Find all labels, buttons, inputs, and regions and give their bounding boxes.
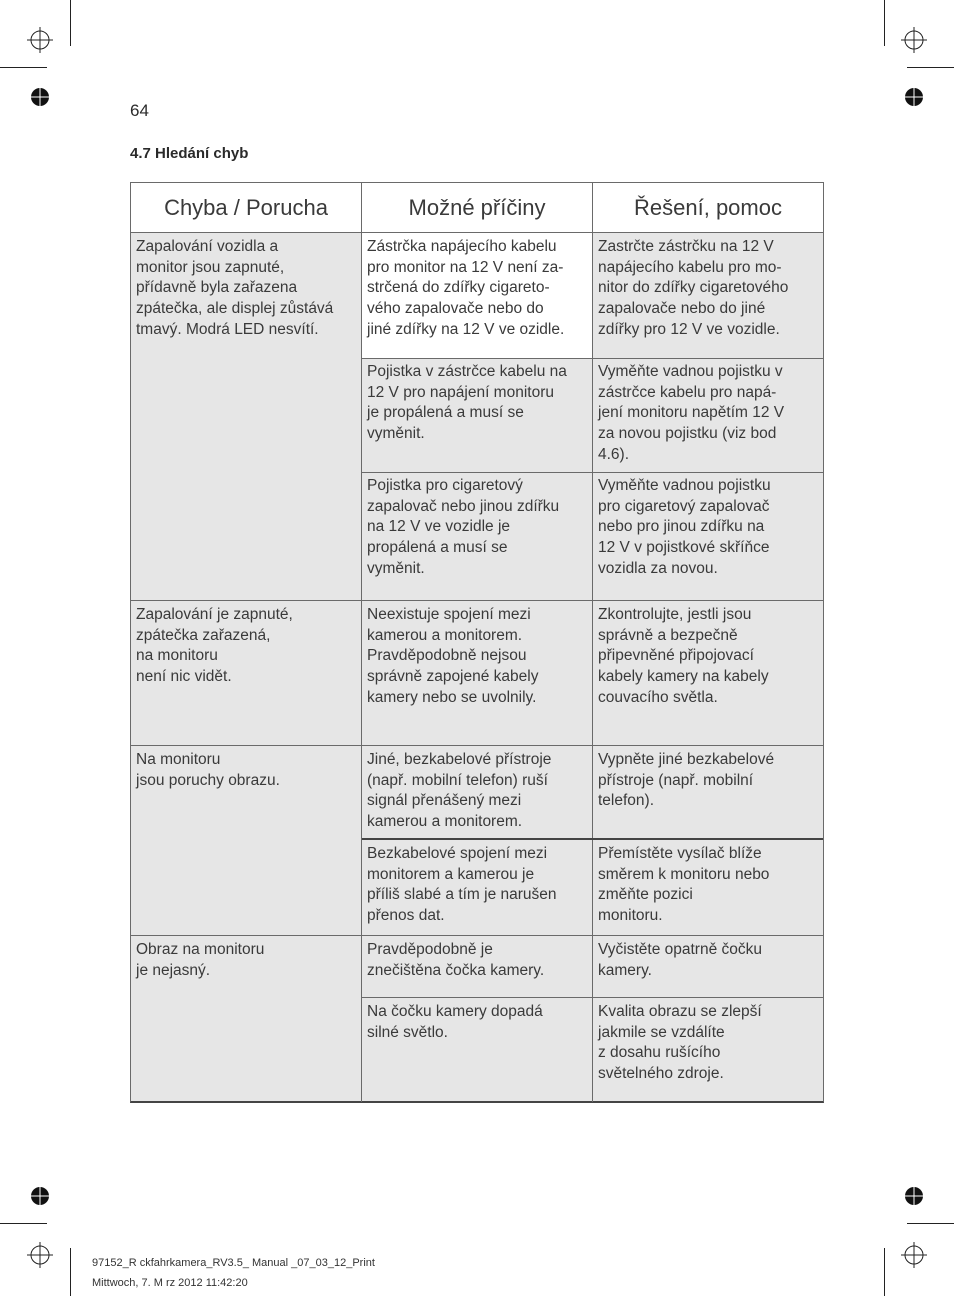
cause-cell: Zástrčka napájecího kabelu pro monitor na 12 V není za- strčená do zdířky cigareto- vého zapalovače nebo do jiné zdířky na 12 V ve ozidle. — [362, 233, 593, 358]
column-header-causes: Možné příčiny — [362, 183, 593, 233]
solution-cell: Zkontrolujte, jestli jsou správně a bezpečně připevněné připojovací kabely kamery na kabely couvacího světla. — [598, 606, 769, 706]
cause-cell: Bezkabelové spojení mezi monitorem a kamerou je příliš slabé a tím je narušen přenos dat. — [362, 840, 593, 935]
problem-cell: Obraz na monitoru je nejasný. — [131, 936, 362, 1102]
solution-cell: Vyčistěte opatrně čočku kamery. — [598, 941, 762, 979]
solution-cell: Zastrčte zástrčku na 12 V napájecího kabelu pro mo- nitor do zdířky cigaretového zapalovače nebo do jiné zdířky pro 12 V ve vozidle. — [598, 238, 789, 338]
solution-cell: Vypněte jiné bezkabelové přístroje (např. mobilní telefon). — [598, 751, 775, 810]
crop-line — [70, 1248, 71, 1296]
solution-cell: Kvalita obrazu se zlepší jakmile se vzdálíte z dosahu rušícího světelného zdroje. — [598, 1003, 762, 1083]
solution-cell: Přemístěte vysílač blíže směrem k monitoru nebo změňte pozici monitoru. — [598, 845, 770, 925]
cause-cell: Neexistuje spojení mezi kamerou a monitorem. Pravděpodobně nejsou správně zapojené kabely kamery nebo se uvolnily. — [362, 601, 593, 745]
page-number: 64 — [130, 101, 149, 120]
cause-cell: Na čočku kamery dopadá silné světlo. — [362, 998, 593, 1102]
problem-cell: Zapalování je zapnuté, zpátečka zařazená, na monitoru není nic vidět. — [131, 601, 362, 745]
registration-dot-icon — [904, 1186, 924, 1206]
registration-dot-icon — [30, 87, 50, 107]
cause-cell: Jiné, bezkabelové přístroje (např. mobilní telefon) ruší signál přenášený mezi kamerou a monitorem. — [362, 746, 593, 839]
cause-cell: Pojistka v zástrčce kabelu na 12 V pro napájení monitoru je propálená a musí se vyměnit. — [362, 358, 593, 472]
crop-line — [884, 0, 885, 46]
problem-cell: Na monitoru jsou poruchy obrazu. — [131, 746, 362, 935]
registration-mark-icon — [27, 27, 53, 53]
column-header-solution: Řešení, pomoc — [593, 183, 823, 233]
troubleshooting-table — [130, 182, 824, 1103]
crop-line — [0, 1223, 47, 1224]
solution-cell: Vyměňte vadnou pojistku v zástrčce kabelu pro napá- jení monitoru napětím 12 V za novou pojistku (viz bod 4.6). — [598, 363, 785, 463]
registration-mark-icon — [901, 1242, 927, 1268]
registration-dot-icon — [904, 87, 924, 107]
crop-line — [70, 0, 71, 46]
crop-line — [907, 1223, 954, 1224]
registration-mark-icon — [901, 27, 927, 53]
print-slug-line-2: Mittwoch, 7. M rz 2012 11:42:20 — [92, 1277, 248, 1289]
cause-cell: Pravděpodobně je znečištěna čočka kamery. — [362, 936, 593, 997]
print-slug-line-1: 97152_R ckfahrkamera_RV3.5_ Manual _07_03_12_Print — [92, 1257, 375, 1269]
column-header-problem: Chyba / Porucha — [131, 183, 362, 233]
registration-dot-icon — [30, 1186, 50, 1206]
crop-line — [907, 67, 954, 68]
registration-mark-icon — [27, 1242, 53, 1268]
cause-cell: Pojistka pro cigaretový zapalovač nebo jinou zdířku na 12 V ve vozidle je propálená a musí se vyměnit. — [362, 472, 593, 600]
problem-cell: Zapalování vozidla a monitor jsou zapnuté, přídavně byla zařazena zpátečka, ale displej zůstává tmavý. Modrá LED nesvítí. — [131, 233, 362, 600]
crop-line — [884, 1248, 885, 1296]
section-title: 4.7 Hledání chyb — [130, 145, 249, 162]
crop-line — [0, 67, 47, 68]
solution-cell: Vyměňte vadnou pojistku pro cigaretový zapalovač nebo pro jinou zdířku na 12 V v pojistkové skříňce vozidla za novou. — [598, 477, 771, 577]
